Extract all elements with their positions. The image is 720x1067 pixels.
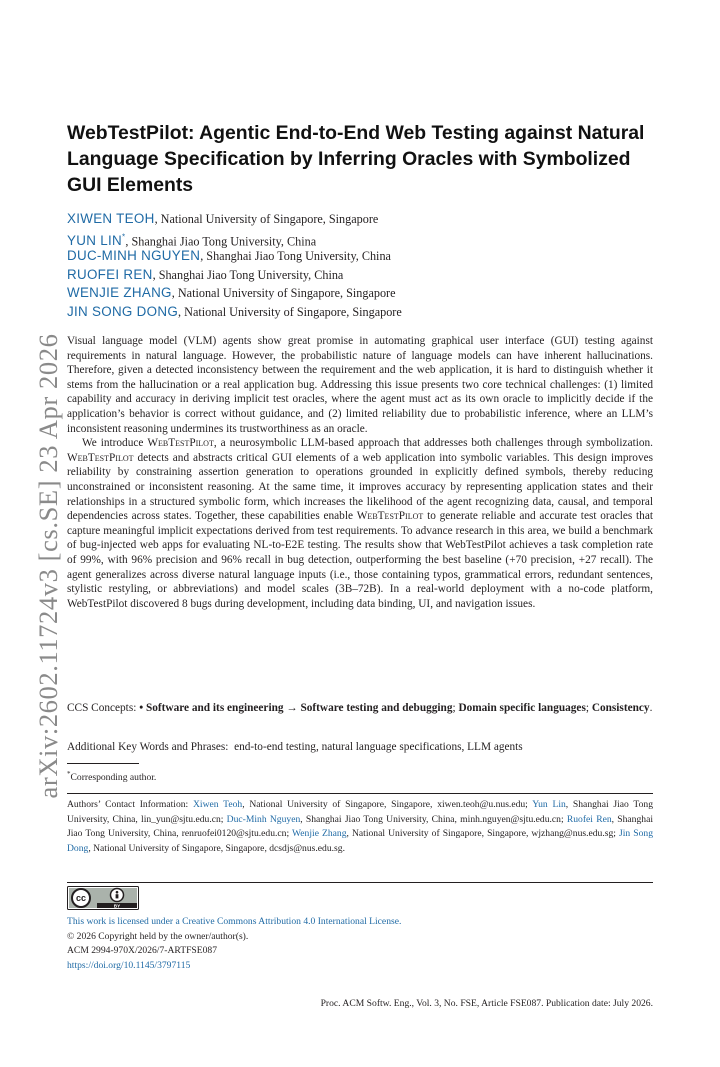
ccs-separator: ; <box>585 702 592 714</box>
contact-author-link[interactable]: Yun Lin <box>532 799 566 810</box>
contact-details: , National University of Singapore, Singapore, dcsdjs@nus.edu.sg. <box>88 842 345 854</box>
abstract-paragraph-2 <box>67 436 653 611</box>
cc-badge-text: cc <box>75 893 87 904</box>
ccs-concept: Software and its engineering → Software testing and debugging <box>145 702 453 714</box>
author-name-text: YUN LIN <box>67 233 122 249</box>
footnote-mark: * <box>67 770 71 778</box>
author-affiliation: , Shanghai Jiao Tong University, China <box>152 267 344 282</box>
contact-details: , National University of Singapore, Singapore, wjzhang@nus.edu.sg; <box>346 828 620 839</box>
system-name: WebTestPilot <box>67 451 134 464</box>
by-badge-text: BY <box>113 903 121 909</box>
system-name: WebTestPilot <box>356 510 424 523</box>
license-divider <box>67 882 653 883</box>
contact-details: , National University of Singapore, Singapore, xiwen.teoh@u.nus.edu; <box>242 799 533 810</box>
abstract-text: , a neurosymbolic LLM-based approach that addresses both challenges through symbolization. <box>213 437 653 450</box>
contact-label: Authors’ Contact Information: <box>67 799 193 810</box>
author-entry <box>67 247 657 266</box>
footnote <box>67 768 156 784</box>
cc-by-license-badge[interactable] <box>67 886 139 910</box>
keywords-label: Additional Key Words and Phrases: <box>67 741 229 753</box>
author-affiliation: , Shanghai Jiao Tong University, China <box>200 249 391 264</box>
ccs-label: CCS Concepts: <box>67 702 140 714</box>
abstract <box>67 334 653 611</box>
publication-footer: Proc. ACM Softw. Eng., Vol. 3, No. FSE, Article FSE087. Publication date: July 2026. <box>320 998 653 1009</box>
author-list <box>67 210 657 322</box>
author-affiliation: , Shanghai Jiao Tong University, China <box>125 234 317 249</box>
author-affiliation: , National University of Singapore, Singapore <box>178 304 402 319</box>
system-name: WebTestPilot <box>147 437 214 450</box>
ccs-end: . <box>649 702 653 714</box>
arxiv-identifier: arXiv:2602.11724v3 [cs.SE] 23 Apr 2026 <box>33 333 63 799</box>
abstract-text: to generate reliable and accurate test oracles that capture meaningful implicit expectations derived from test requirements. To advance research in this area, we build a benchmark of bug-injected web apps for evaluating NL-to-E2E testing. The results show that WebTestPilot achieves a task completion rate of 99%, with 96% precision and 96% recall in bug detection, outperforming the best baseline (+70 precision, +27 recall). The agent generalizes across diverse natural language inputs (i.e., those containing typos, grammatical errors, redundant sentences, stylistic restyling, or abbreviations) and model scales (3B–72B). In a real-world deployment with a no-code platform, WebTestPilot discovered 8 bugs during development, including data binding, UI, and navigation issues. <box>67 510 653 610</box>
contact-author-link[interactable]: Duc-Minh Nguyen <box>226 813 301 825</box>
acm-identifier: ACM 2994-970X/2026/7-ARTFSE087 <box>67 945 218 956</box>
paper-title: WebTestPilot: Agentic End-to-End Web Testing against Natural Language Specification by Inferring Oracles with Symbolized GUI Elements <box>67 122 645 196</box>
contact-details: , Shanghai Jiao Tong University, China, renruofei0120@sjtu.edu.cn; <box>67 813 653 839</box>
author-name[interactable]: WENJIE ZHANG <box>67 285 172 301</box>
footnote-text: Corresponding author. <box>70 772 157 784</box>
corresponding-author-mark: * <box>121 232 126 242</box>
ccs-bullet: • <box>139 702 146 714</box>
author-entry <box>67 303 657 322</box>
author-name[interactable]: DUC-MINH NGUYEN <box>67 248 201 264</box>
license-link[interactable]: This work is licensed under a Creative Commons Attribution 4.0 International License. <box>67 916 402 927</box>
author-entry <box>67 229 657 248</box>
contact-author-link[interactable]: Xiwen Teoh <box>192 799 243 810</box>
keywords <box>67 740 653 755</box>
keywords-value: end-to-end testing, natural language specifications, LLM agents <box>234 741 523 753</box>
contact-details: , Shanghai Jiao Tong University, China, minh.nguyen@sjtu.edu.cn; <box>300 813 567 825</box>
contact-author-link[interactable]: Jin Song Dong <box>67 828 654 854</box>
author-name[interactable]: XIWEN TEOH <box>67 211 155 226</box>
doi-link[interactable]: https://doi.org/10.1145/3797115 <box>67 959 191 971</box>
author-name[interactable]: RUOFEI REN <box>67 266 153 282</box>
abstract-text: detects and abstracts critical GUI elements of a web application into symbolic variables. This design improves reliability by constraining assertion generation to operations grounded in explicitly defined symbols, thereby reducing unconstrained or inconsistent reasoning. At the same time, it improves accuracy by representing application states and their relationships in a structured symbolic form, which increases the likelihood of the agent recognizing data, causal, and temporal dependencies across states. Together, these capabilities enable <box>67 451 653 523</box>
author-entry <box>67 210 657 229</box>
author-name[interactable] <box>67 233 125 248</box>
abstract-text: We introduce <box>82 437 148 450</box>
contact-author-link[interactable]: Ruofei Ren <box>566 813 612 825</box>
contact-author-link[interactable]: Wenjie Zhang <box>292 828 347 839</box>
ccs-concepts <box>67 701 653 716</box>
author-affiliation: , National University of Singapore, Singapore <box>171 286 396 301</box>
author-affiliation: , National University of Singapore, Singapore <box>154 212 379 226</box>
author-entry <box>67 266 657 285</box>
abstract-paragraph-1: Visual language model (VLM) agents show great promise in automating graphical user interface (GUI) testing against requirements in natural language. However, the probabilistic nature of language models can have inherent hallucinations. Therefore, given a detected inconsistency between the requirement and the web application, it is hard to distinguish whether it stems from the hallucination or a real application bug. Addressing this issue presents two core technical challenges: (1) limited capability and accuracy in deriving implicit test oracles, where the agent must act as its own oracle to implicitly decide if the application’s behavior is correct without guidance, and (2) limited reliability due to probabilistic inference, where an LLM’s inconsistent reasoning undermines its trustworthiness as an oracle. <box>67 335 653 435</box>
copyright-notice: © 2026 Copyright held by the owner/author(s). <box>67 930 249 942</box>
author-entry <box>67 284 657 303</box>
contact-information <box>67 798 653 856</box>
contact-details: , Shanghai Jiao Tong University, China, lin_yun@sjtu.edu.cn; <box>67 799 653 825</box>
footnote-divider <box>67 763 139 764</box>
ccs-separator: ; <box>452 702 459 714</box>
ccs-concept: Consistency <box>591 702 650 714</box>
license-block <box>67 915 653 973</box>
ccs-concept: Domain specific languages <box>458 702 586 714</box>
author-name[interactable]: JIN SONG DONG <box>67 303 179 319</box>
contact-divider <box>67 793 653 794</box>
